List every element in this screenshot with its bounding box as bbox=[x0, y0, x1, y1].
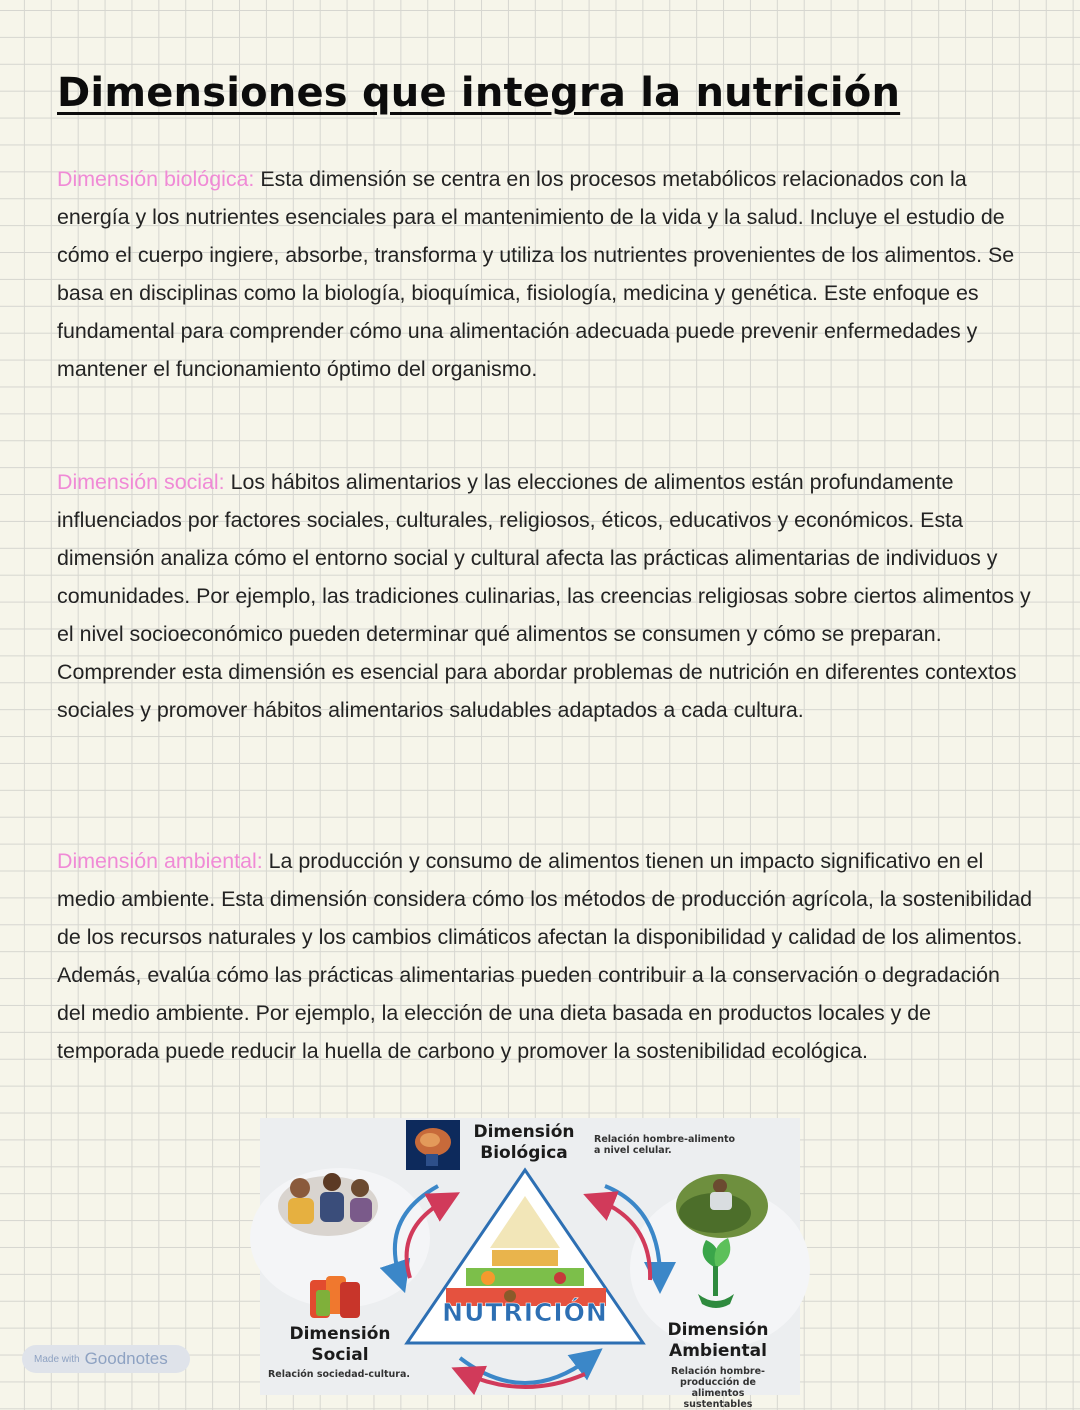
section-text: La producción y consumo de alimentos tienen un impacto significativo en el medio ambiente. Esta dimensión considera cómo los métodos de producción agrícola, la sostenibilidad de los recursos naturales y los cambios climáticos afectan la disponibilidad y calidad de los alimentos. Además, evalúa cómo las prácticas alimentarias pueden contribuir a la conservación o degradación del medio ambiente. Por ejemplo, la elección de una dieta basada en productos locales y de temporada puede reducir la huella de carbono y promover la sostenibilidad ecológica. bbox=[57, 849, 1033, 1063]
brain-image bbox=[406, 1120, 460, 1170]
section-text: Esta dimensión se centra en los procesos metabólicos relacionados con la energía y los nutrientes esenciales para el mantenimiento de la vida y la salud. Incluye el estudio de cómo el cuerpo ingiere, absorbe, transforma y utiliza los nutrientes provenientes de los alimentos. Se basa en disciplinas como la biología, bioquímica, fisiología, medicina y genética. Este enfoque es fundamental para comprender cómo una alimentación adecuada puede prevenir enfermedades y mantener el funcionamiento óptimo del organismo. bbox=[57, 167, 1015, 381]
dim-social-title: Dimensión Social bbox=[289, 1324, 391, 1365]
section-text: Los hábitos alimentarios y las elecciones de alimentos están profundamente influenciados por factores sociales, culturales, religiosos, éticos, educativos y económicos. Esta dimensión analiza cómo el entorno social y cultural afecta las prácticas alimentarias de individuos y comunidades. Por ejemplo, las tradiciones culinarias, las creencias religiosas sobre ciertos alimentos y el nivel socioeconómico pueden determinar qué alimentos se consumen y cómo se preparan. Comprender esta dimensión es esencial para abordar problemas de nutrición en diferentes contextos sociales y promover hábitos alimentarios saludables adaptados a cada cultura. bbox=[57, 470, 1031, 722]
section-label: Dimensión social: bbox=[57, 470, 225, 494]
watermark-made-with: Made with bbox=[34, 1353, 80, 1365]
section-biological bbox=[57, 160, 1032, 388]
goodnotes-watermark bbox=[22, 1345, 190, 1373]
section-social bbox=[57, 463, 1032, 729]
dim-amb-note: Relación hombre-producción de alimentos sustentables bbox=[671, 1366, 765, 1410]
gardener-image bbox=[676, 1174, 768, 1238]
arrow-red-bottom bbox=[466, 1374, 585, 1387]
dim-amb-title: Dimensión Ambiental bbox=[667, 1320, 769, 1361]
puzzle-people-icon bbox=[310, 1276, 360, 1318]
section-environmental bbox=[57, 842, 1032, 1070]
dim-social-note: Relación sociedad-cultura. bbox=[267, 1369, 411, 1380]
watermark-brand: Goodnotes bbox=[84, 1349, 168, 1368]
nutrition-dimensions-diagram bbox=[260, 1118, 800, 1410]
nutrition-center-label: NUTRICIÓN bbox=[442, 1298, 608, 1327]
section-label: Dimensión ambiental: bbox=[57, 849, 263, 873]
dim-bio-title: Dimensión Biológica bbox=[473, 1122, 575, 1163]
dim-bio-note: Relación hombre-alimento a nivel celular. bbox=[594, 1134, 736, 1156]
family-image bbox=[278, 1173, 378, 1236]
section-label: Dimensión biológica: bbox=[57, 167, 255, 191]
page-title: Dimensiones que integra la nutrición bbox=[57, 70, 901, 116]
